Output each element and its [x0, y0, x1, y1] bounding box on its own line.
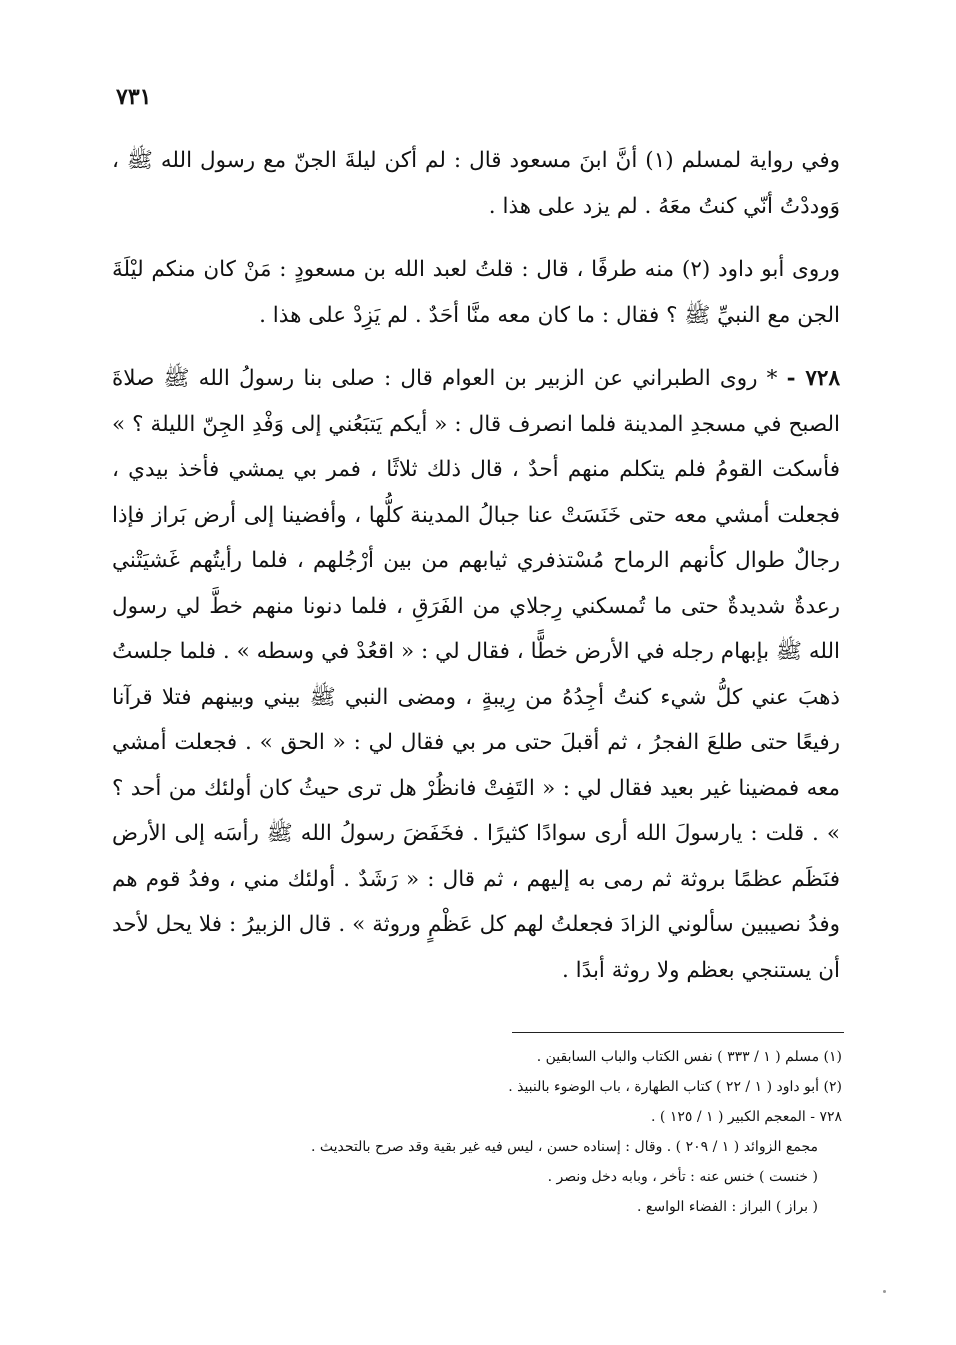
- footnote-728-baraz: ( براز ) البراز : الفضاء الواسع .: [637, 1199, 818, 1215]
- scan-speck: [883, 1290, 886, 1293]
- footnote-728-source: ٧٢٨ - المعجم الكبير ( ١ / ١٢٥ ) .: [651, 1109, 842, 1125]
- page-number: ٧٣١: [116, 84, 152, 110]
- footnote-728-khanasat: ( خنست ) خنس عنه : تأخر ، وبابه دخل ونصر .: [547, 1169, 818, 1185]
- footnote-728-zawaid: مجمع الزوائد ( ١ / ٢٠٩ ) . وقال : إسناده حسن ، ليس فيه غير بقية وقد صرح بالتحديث .: [311, 1139, 818, 1155]
- paragraph-abu-dawud-narration: وروى أبو داود (٢) منه طرفًا ، قال : قلتُ لعبد الله بن مسعودٍ : مَنْ كان منكم ليْلَةَ الجن مع النبيِّ ﷺ ؟ فقال : ما كان معه منَّا أحَدٌ . لم يَزِدْ على هذا .: [112, 257, 840, 328]
- footnote-1: (١) مسلم ( ١ / ٣٣٣ ) نفس الكتاب والباب السابقين .: [536, 1049, 842, 1065]
- footnotes: [112, 1042, 842, 1222]
- hadith-number: ٧٢٨ -: [786, 366, 840, 391]
- paragraph-muslim-narration: وفي رواية لمسلم (١) أنَّ ابنَ مسعود قال : لم أكن ليلةَ الجنّ مع رسول الله ﷺ ، وَوددْتُ أنّي كنتُ معَهُ . لم يزد على هذا .: [112, 148, 840, 219]
- hadith-728: [112, 356, 840, 993]
- hadith-text: * روى الطبراني عن الزبير بن العوام قال : صلى بنا رسولُ الله ﷺ صلاةَ الصبح في مسجدِ المدينة فلما انصرف قال : « أيكم يَتبَعُني إلى وَفْدِ الجِنّ الليلة ؟ » فأسكت القومُ فلم يتكلم منهم أحدٌ ، قال ذلك ثلاثًا ، فمر بي يمشي فأخذ بيدي ، فجعلت أمشي معه حتى خَنَسَتْ عنا جبالُ المدينة كلُّها ، وأفضينا إلى أرض بَراز فإذا رجالٌ طوال كأنهم الرماح مُسْتذفري ثيابهم من بين أرْجُلهم ، فلما رأيتُهم غَشيَتْني رعدةٌ شديدةٌ حتى ما تُمسكني رِجلاي من الفَرَقِ ، فلما دنونا منهم خطَّ لي رسول الله ﷺ بإبهام رجله في الأرض خطًّا ، فقال لي : « اقعُدْ في وسطه » . فلما جلستُ ذهبَ عني كلُّ شيء كنتُ أجِدُهُ من رِيبةٍ ، ومضى النبي ﷺ بيني وبينهم فتلا قرآنا رفيعًا حتى طلعَ الفجرُ ، ثم أقبلَ حتى مر بي فقال لي : « الحق » . فجعلت أمشي معه فمضينا غير بعيد فقال لي : « التَفِتْ فانظُرْ هل ترى حيثُ كان أولئك من أحد ؟ » . قلت : يارسولَ الله أرى سوادًا كثيرًا . فخَفَضَ رسولُ الله ﷺ رأسَه إلى الأرض فنَظَم عظمًا بروثة ثم رمى به إليهم ، ثم قال : « رَشَدٌ . أولئك مني ، وفدُ قوم هم وفدُ نصيبين سألوني الزادَ فجعلتُ لهم كل عَظْمٍ وروثة » . قال الزبيرُ : فلا يحل لأحد أن يستنجي بعظم ولا روثة أبدًا .: [112, 366, 840, 983]
- footnote-divider: [512, 1032, 844, 1033]
- main-text: [112, 138, 840, 1011]
- footnote-2: (٢) أبو داود ( ١ / ٢٢ ) كتاب الطهارة ، باب الوضوء بالنبيذ .: [508, 1079, 842, 1095]
